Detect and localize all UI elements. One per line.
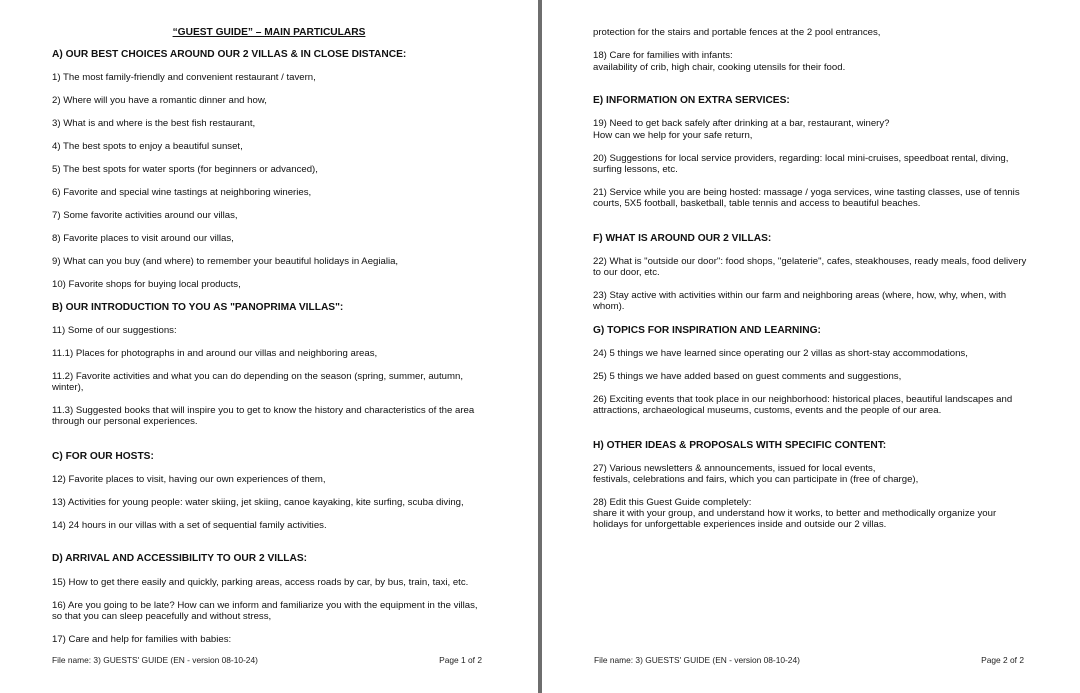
- list-item: 6) Favorite and special wine tastings at neighboring wineries,: [52, 187, 312, 198]
- list-item: 13) Activities for young people: water skiing, jet skiing, canoe kayaking, kite surfing, scuba diving,: [52, 497, 464, 508]
- list-item: 20) Suggestions for local service providers, regarding: local mini-cruises, speedboat rental, diving, surfing lessons, etc.: [593, 153, 1009, 176]
- list-item: share it with your group, and understand how it works, to better and methodically organize your holidays for unforgettable experiences inside and outside our 2 villas.: [593, 508, 997, 531]
- section-d-heading: D) ARRIVAL AND ACCESSIBILITY TO OUR 2 VILLAS:: [52, 553, 308, 564]
- list-item: 11.2) Favorite activities and what you can do depending on the season (spring, summer, autumn, winter),: [52, 371, 463, 394]
- list-item: 26) Exciting events that took place in our neighborhood: historical places, beautiful landscapes and attractions, archaeological museums, customs, events and the people of our area.: [593, 394, 1013, 417]
- list-item: 4) The best spots to enjoy a beautiful sunset,: [52, 141, 243, 152]
- list-item: How can we help for your safe return,: [593, 130, 753, 141]
- list-item: 7) Some favorite activities around our villas,: [52, 210, 238, 221]
- list-item: 24) 5 things we have learned since operating our 2 villas as short-stay accommodations,: [593, 348, 968, 359]
- list-item: 14) 24 hours in our villas with a set of sequential family activities.: [52, 520, 327, 531]
- page-2-footer-filename: File name: 3) GUESTS' GUIDE (EN - version 08-10-24): [594, 655, 800, 665]
- list-item: 22) What is "outside our door": food shops, "gelaterie", cafes, steakhouses, ready meals, food delivery to our door, etc.: [593, 256, 1027, 279]
- document-title: “GUEST GUIDE” – MAIN PARTICULARS: [172, 27, 366, 38]
- list-item: 19) Need to get back safely after drinking at a bar, restaurant, winery?: [593, 118, 890, 129]
- list-item: protection for the stairs and portable fences at the 2 pool entrances,: [593, 27, 881, 38]
- list-item: 9) What can you buy (and where) to remember your beautiful holidays in Aegialia,: [52, 256, 399, 267]
- list-item: 11.3) Suggested books that will inspire you to get to know the history and characteristics of the area through our personal experiences.: [52, 405, 475, 428]
- list-item: 11) Some of our suggestions:: [52, 325, 177, 336]
- list-item: 23) Stay active with activities within our farm and neighboring areas (where, how, why, when, with whom).: [593, 290, 1007, 313]
- document-page-2: [542, 0, 1080, 693]
- list-item: 11.1) Places for photographs in and around our villas and neighboring areas,: [52, 348, 378, 359]
- list-item: 1) The most family-friendly and convenient restaurant / tavern,: [52, 72, 316, 83]
- section-c-heading: C) FOR OUR HOSTS:: [52, 451, 154, 462]
- section-e-heading: E) INFORMATION ON EXTRA SERVICES:: [593, 95, 790, 106]
- section-h-heading: H) OTHER IDEAS & PROPOSALS WITH SPECIFIC CONTENT:: [593, 440, 887, 451]
- list-item: 5) The best spots for water sports (for beginners or advanced),: [52, 164, 318, 175]
- section-b-heading: B) OUR INTRODUCTION TO YOU AS "PANOPRIMA VILLAS":: [52, 302, 344, 313]
- list-item: 10) Favorite shops for buying local products,: [52, 279, 241, 290]
- list-item: 27) Various newsletters & announcements, issued for local events,: [593, 463, 876, 474]
- list-item: 3) What is and where is the best fish restaurant,: [52, 118, 256, 129]
- list-item: 16) Are you going to be late? How can we inform and familiarize you with the equipment in the villas, so that you can sleep peacefully and without stress,: [52, 600, 478, 623]
- page-1-footer-filename: File name: 3) GUESTS' GUIDE (EN - version 08-10-24): [52, 655, 258, 665]
- page-2-footer-page-number: Page 2 of 2: [981, 655, 1024, 665]
- section-f-heading: F) WHAT IS AROUND OUR 2 VILLAS:: [593, 233, 772, 244]
- list-item: 15) How to get there easily and quickly, parking areas, access roads by car, by bus, train, taxi, etc.: [52, 577, 469, 588]
- page-1-footer-page-number: Page 1 of 2: [439, 655, 482, 665]
- section-g-heading: G) TOPICS FOR INSPIRATION AND LEARNING:: [593, 325, 821, 336]
- list-item: 17) Care and help for families with babies:: [52, 634, 232, 645]
- section-a-heading: A) OUR BEST CHOICES AROUND OUR 2 VILLAS & IN CLOSE DISTANCE:: [52, 49, 407, 60]
- list-item: 28) Edit this Guest Guide completely:: [593, 497, 752, 508]
- list-item: 2) Where will you have a romantic dinner and how,: [52, 95, 267, 106]
- list-item: 12) Favorite places to visit, having our own experiences of them,: [52, 474, 326, 485]
- list-item: festivals, celebrations and fairs, which you can participate in (free of charge),: [593, 474, 919, 485]
- list-item: 18) Care for families with infants:: [593, 50, 733, 61]
- list-item: availability of crib, high chair, cooking utensils for their food.: [593, 62, 846, 73]
- document-page-1: [0, 0, 538, 693]
- list-item: 25) 5 things we have added based on guest comments and suggestions,: [593, 371, 902, 382]
- list-item: 21) Service while you are being hosted: massage / yoga services, wine tasting classes, use of tennis courts, 5X5 football, basketball, table tennis and access to beautiful beaches.: [593, 187, 1020, 210]
- list-item: 8) Favorite places to visit around our villas,: [52, 233, 234, 244]
